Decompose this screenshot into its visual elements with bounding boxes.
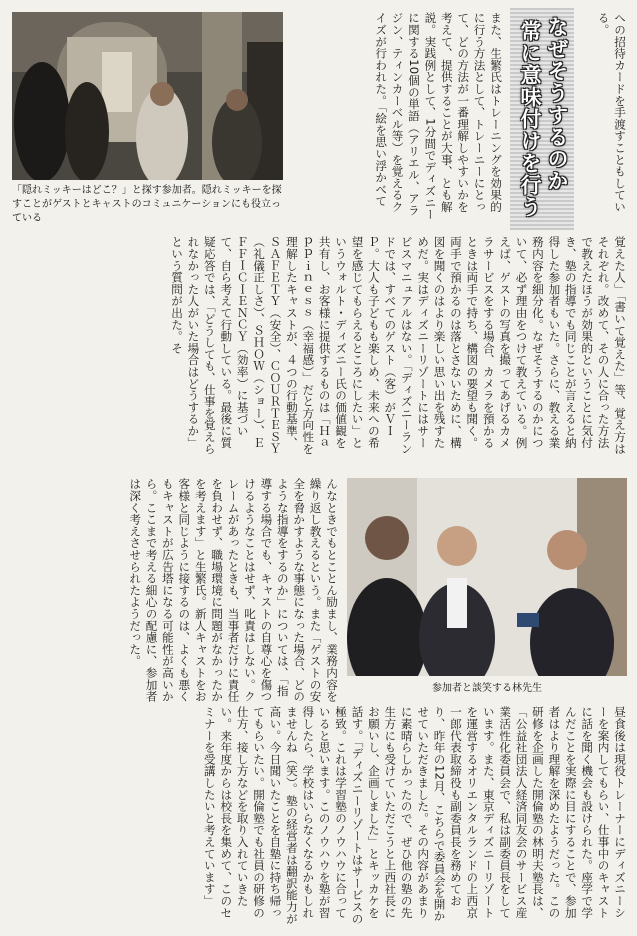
bottom-photo <box>347 478 627 676</box>
article-column-middle: 覚えた人」「書いて覚えた」等、覚え方はそれぞれ。改めて、その人に合った方法で教えたほうが効果的ということに気付き、塾の指導でも同じことが言えると納得した参加者もいた。さらに、教える業務内容を細分化。なぜそうするのかについて、必ず理由をつけて教えている。例えば、ゲストの写真を撮ってあげるカメラサービスをする場合、カメラを預かるときは両手で持ち、構図の要望も聞く。両手で預かるのは落とさないために、構図を聞くのはより楽しい思い出を残すためだ。実はディズニーリゾートにはサービスマニュアルはない。「ディズニーランドでは、すべてのゲスト（客）がＶＩＰ。大人も子どもも楽しめ、未来への希望を感じてもらえるところにしたい」というウォルト・ディズニー氏の価値観を共有し、お客様に提供するものは「Ｈａｐｐｉｎｅｓｓ（幸福感）」だと方向性を理解したキャストが、４つの行動基準、ＳＡＦＥＴＹ（安全）、ＣＯＵＲＴＥＳＹ（礼儀正しさ）、ＳＨＯＷ（ショー）、ＥＦＦＩＣＩＥＮＣＹ（効率）に基づいて、自ら考えて行動している。最後に質疑応答では、「どうしても、仕事を覚えられなかった人がいた場合はどうするか」という質問が出た。そ <box>170 236 627 455</box>
article-column-top-right: への招待カードを手渡すこともしている。 <box>596 12 627 213</box>
article-column-bottom-right: 昼食後は現役トレーナーにディズニーシーを案内してもらい、仕事中のキャストに話を聞く機会も設けられた。座学で学んだことを実際に目にすることで、参加者はより理解を深めたようだった。この研修を企画した開倫塾の林明夫塾長は、「公益社団法人経済同友会のサービス産業活性化委員会で、私は副委員長をしています。また、東京ディズニーリゾートを運営するオリエンタルランドの上西京一郎代表取締役も副委員長を務めており、昨年の12月、こちらで委員会を開かせていただきました。その内容があまりに素晴らしかったので、ぜひ他の塾の先生方にも受けていただこうと上西社長にお願いし、企画しました」とキッカケを話す。「ディズニーリゾートはサービスの極致。これは学習塾のノウハウに合っていると思います。このノウハウを塾が習得したら、学校はいらなくなるかもしれませんね（笑）。塾の経営者は翻訳能力が高い。今日聞いたことを自塾に持ち帰ってもらいたい。開倫塾でも社員の研修の仕方、接し方などを取り入れていきたい。来年度からは校長を集めて、このセミナーを受講したいと考えています」 <box>202 706 627 925</box>
top-photo-caption: 「隠れミッキーはどこ？」と探す参加者。隠れミッキーを探すことがゲストとキャストのコミュニケーションにも役立っている <box>12 185 282 224</box>
headline-line-2: 常に意味付けを行う <box>518 20 542 218</box>
article-column-bottom-left: んなときでもとことん励まし、業務内容を繰り返し教えるという。また「ゲストの安全を脅かすような事態になった場合、どのような指導をするのか」については、「指導する場合でも、キャストの自尊心を傷つけるようなことはせず、叱責はしない。クレームがあったときも、当事者だけに責任を負わせず、職場環境に問題がなかったかを考えます」と生繁氏。新人キャストをお客様と同じように接するのは、よくも悪くもキャストが広告塔になる可能性が高いから。ここまで考える細心の配慮に、参加者は深く考えさせられたようだった。 <box>128 478 339 703</box>
headline-line-1: なぜそうするのか <box>545 16 569 192</box>
bottom-photo-caption: 参加者と談笑する林先生 <box>432 683 542 694</box>
top-photo <box>12 12 283 180</box>
article-column-top-middle: また、生繁氏はトレーニングを効果的に行う方法として、トレーニーにとって、どの方法が一番理解しやすいかを考えて、提供することが大事、とも解説。実践例として、1分間でディズニーに関する10個の単語（アリエル、アラジン、ティンカーベル等）を覚えるクイズが行われた。「絵を思い浮かべて <box>374 12 503 221</box>
